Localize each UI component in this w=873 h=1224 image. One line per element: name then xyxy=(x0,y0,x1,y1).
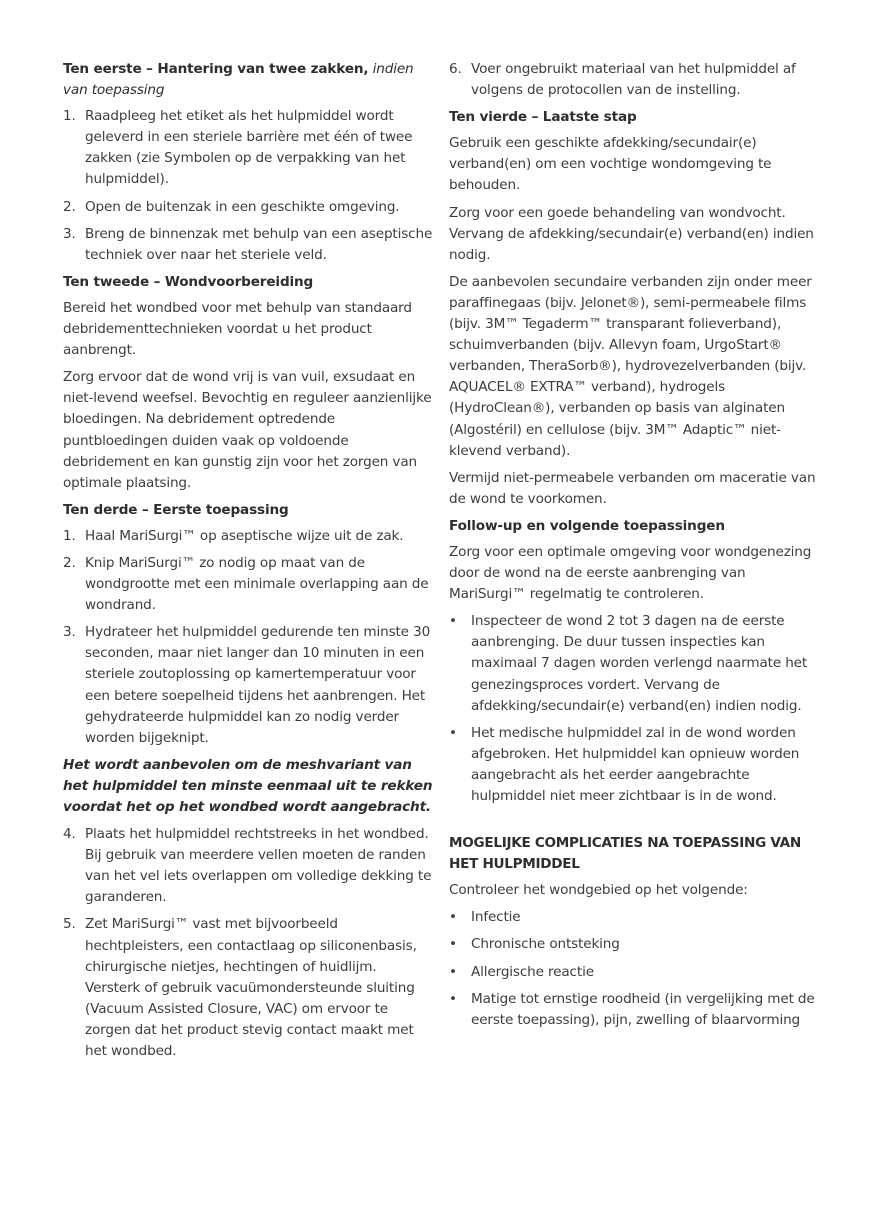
item-text: Zet MariSurgi™ vast met bijvoorbeeld hechtpleisters, een contactlaag op siliconenbasis, chirurgische nietjes, hechtingen of huidlijm. Versterk of gebruik vacuümondersteunde sluiting (Vacuum Assisted Closure, VAC) om ervoor te zorgen dat het product stevig contact maakt met het wondbed. xyxy=(85,916,417,1060)
item-text: Inspecteer de wond 2 tot 3 dagen na de eerste aanbrenging. De duur tussen inspecties kan maximaal 7 dagen worden verlengd naarmate het genezingsproces vordert. Vervang de afdekking/secundair(e) verband(en) indien nodig. xyxy=(471,613,808,714)
item-number: 6. xyxy=(449,61,462,77)
followup-bullets xyxy=(449,611,821,807)
section-heading-followup: Follow-up en volgende toepassingen xyxy=(449,517,725,534)
paragraph: Zorg voor een goede behandeling van wondvocht. Vervang de afdekking/secundair(e) verband(en) indien nodig. xyxy=(449,204,814,263)
item-text: Voer ongebruikt materiaal van het hulpmiddel af volgens de protocollen van de instelling. xyxy=(471,61,796,99)
bullet-icon: • xyxy=(449,963,457,980)
third-steps-list-b xyxy=(63,824,435,1062)
item-text: Open de buitenzak in een geschikte omgeving. xyxy=(85,198,400,215)
item-text: Matige tot ernstige roodheid (in vergelijking met de eerste toepassing), pijn, zwelling of blaarvorming xyxy=(471,990,815,1028)
paragraph: Vermijd niet-permeabele verbanden om maceratie van de wond te voorkomen. xyxy=(449,469,816,507)
list-item xyxy=(63,224,435,266)
item-number: 1. xyxy=(63,527,76,544)
item-number: 5. xyxy=(63,916,76,933)
first-steps-list xyxy=(63,106,435,266)
item-text: Knip MariSurgi™ zo nodig op maat van de wondgrootte met een minimale overlapping aan de wondrand. xyxy=(85,554,429,614)
list-item xyxy=(449,934,821,955)
item-number: 1. xyxy=(63,108,76,125)
list-item xyxy=(63,824,435,908)
list-item xyxy=(63,622,435,749)
item-text: Raadpleeg het etiket als het hulpmiddel wordt geleverd in een steriele barrière met één of twee zakken (zie Symbolen op de verpakking van het hulpmiddel). xyxy=(85,108,413,188)
item-text: Hydrateer het hulpmiddel gedurende ten minste 30 seconden, maar niet langer dan 10 minuten in een steriele zoutoplossing op kamertemperatuur voor een betere soepelheid tijdens het aanbrengen. Het gehydrateerde hulpmiddel kan zo nodig verder worden bijgeknipt. xyxy=(85,624,431,746)
paragraph: Zorg voor een optimale omgeving voor wondgenezing door de wond na de eerste aanbrenging van MariSurgi™ regelmatig te controleren. xyxy=(449,543,812,603)
list-item xyxy=(449,611,821,716)
paragraph: Zorg ervoor dat de wond vrij is van vuil, exsudaat en niet-levend weefsel. Bevochtig en reguleer aanzienlijke bloedingen. Na debridement optredende puntbloedingen duiden vaak op voldoende debridement en kan gunstig zijn voor het zorgen van optimale plaatsing. xyxy=(63,369,432,491)
item-text: Het medische hulpmiddel zal in de wond worden afgebroken. Het hulpmiddel kan opnieuw worden aangebracht als het eerder aangebrachte hulpmiddel niet meer zichtbaar is in de wond. xyxy=(471,724,800,804)
item-text: Infectie xyxy=(471,909,521,926)
third-steps-list-a xyxy=(63,526,435,749)
section-heading-third: Ten derde – Eerste toepassing xyxy=(63,501,289,518)
bullet-icon: • xyxy=(449,990,457,1007)
list-item xyxy=(63,106,435,190)
section-heading-fourth: Ten vierde – Laatste stap xyxy=(449,109,637,126)
right-column xyxy=(449,59,821,1037)
item-text: Breng de binnenzak met behulp van een aseptische techniek over naar het steriele veld. xyxy=(85,225,433,263)
section-heading-second: Ten tweede – Wondvoorbereiding xyxy=(63,273,314,290)
complications-heading: MOGELIJKE COMPLICATIES NA TOEPASSING VAN HET HULPMIDDEL xyxy=(449,835,801,873)
item-number: 3. xyxy=(63,624,76,641)
item-number: 2. xyxy=(63,198,76,215)
list-item xyxy=(449,723,821,807)
list-item xyxy=(63,914,435,1062)
bullet-icon: • xyxy=(449,613,457,630)
item-text: Plaats het hulpmiddel rechtstreeks in het wondbed. Bij gebruik van meerdere vellen moeten de randen van het vel iets overlappen om volledige dekking te garanderen. xyxy=(85,826,432,906)
list-item xyxy=(449,907,821,928)
item-text: Haal MariSurgi™ op aseptische wijze uit de zak. xyxy=(85,527,404,544)
item-number: 4. xyxy=(63,826,76,843)
list-item xyxy=(63,526,435,547)
item-number: 3. xyxy=(63,225,76,242)
list-item xyxy=(449,59,821,101)
heading-italic-part: indien van toepassing xyxy=(63,61,414,99)
paragraph: Bereid het wondbed voor met behulp van standaard debridementtechnieken voordat u het product aanbrengt. xyxy=(63,299,412,359)
list-item xyxy=(449,989,821,1031)
paragraph: Controleer het wondgebied op het volgende: xyxy=(449,882,748,899)
bullet-icon: • xyxy=(449,936,457,953)
paragraph: Gebruik een geschikte afdekking/secundair(e) verband(en) om een vochtige wondomgeving te behouden. xyxy=(449,135,772,194)
section-heading-first xyxy=(63,59,435,101)
item-text: Chronische ontsteking xyxy=(471,936,620,953)
bullet-icon: • xyxy=(449,724,457,741)
bullet-icon: • xyxy=(449,909,457,926)
left-column xyxy=(63,59,435,1068)
item-text: Allergische reactie xyxy=(471,963,594,980)
third-steps-list-c xyxy=(449,59,821,101)
complications-bullets xyxy=(449,907,821,1030)
list-item xyxy=(63,553,435,616)
list-item xyxy=(63,197,435,218)
item-number: 2. xyxy=(63,554,76,571)
heading-bold-part: Ten eerste – Hantering van twee zakken, xyxy=(63,61,369,77)
mesh-note: Het wordt aanbevolen om de meshvariant van het hulpmiddel ten minste eenmaal uit te rekken voordat het op het wondbed wordt aangebracht. xyxy=(63,756,433,815)
list-item xyxy=(449,962,821,983)
paragraph: De aanbevolen secundaire verbanden zijn onder meer paraffinegaas (bijv. Jelonet®), semi-permeabele films (bijv. 3M™ Tegaderm™ transparant folieverband), schuimverbanden (bijv. Allevyn foam, UrgoStart® verbanden, TheraSorb®), hydrovezelverbanden (bijv. AQUACEL® EXTRA™ verband), hydrogels (HydroClean®), verbanden op basis van alginaten (Algostéril) en cellulose (bijv. 3M™ Adaptic™ niet-klevend verband). xyxy=(449,273,812,459)
